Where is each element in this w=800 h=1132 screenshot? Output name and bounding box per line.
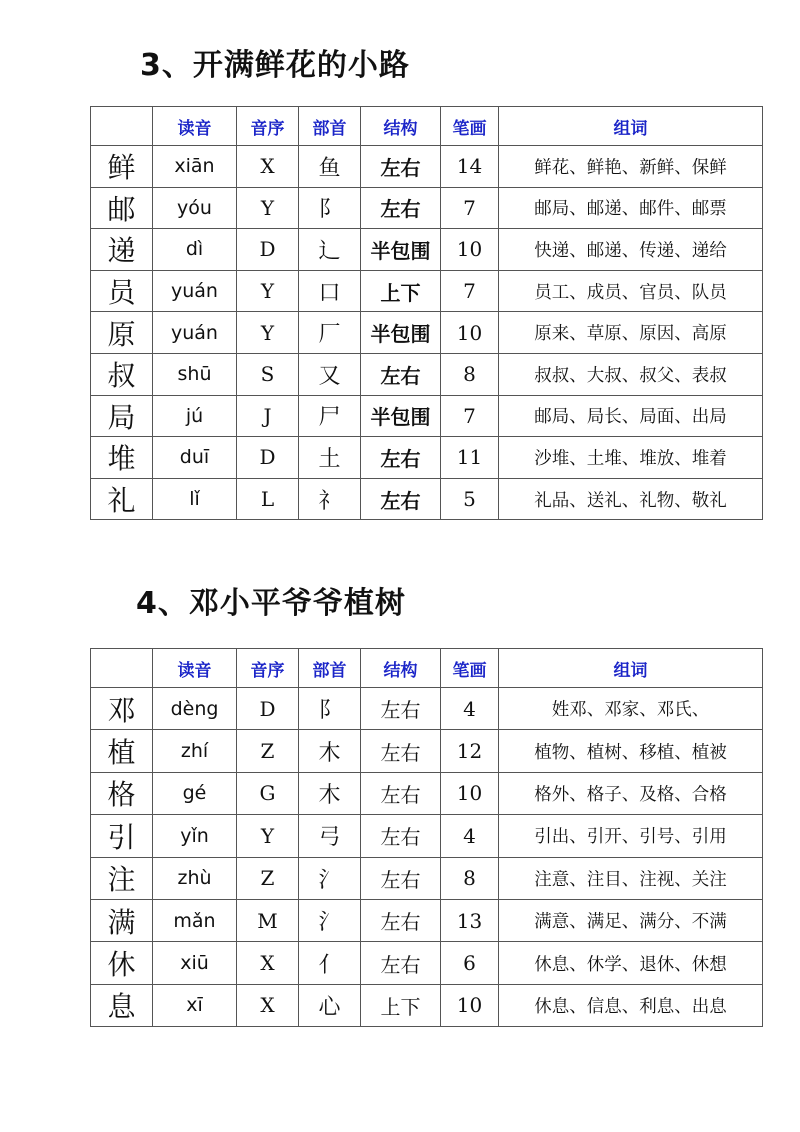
cell-radical: 弓 <box>299 815 361 857</box>
cell-pinyin: xī <box>153 984 237 1026</box>
cell-strokes: 7 <box>441 187 499 229</box>
cell-pinyin: lǐ <box>153 478 237 520</box>
cell-radical: 土 <box>299 437 361 479</box>
table-header-row <box>91 107 763 146</box>
cell-char: 引 <box>91 815 153 857</box>
header-char <box>91 107 153 146</box>
cell-char: 满 <box>91 899 153 941</box>
cell-strokes: 13 <box>441 899 499 941</box>
table-row <box>91 942 763 984</box>
cell-words: 叔叔、大叔、叔父、表叔 <box>499 353 763 395</box>
cell-order: X <box>237 146 299 188</box>
cell-radical: 阝 <box>299 688 361 730</box>
cell-pinyin: zhí <box>153 730 237 772</box>
header-order: 音序 <box>237 649 299 688</box>
cell-radical: 心 <box>299 984 361 1026</box>
header-pinyin: 读音 <box>153 649 237 688</box>
table-row <box>91 857 763 899</box>
cell-words: 植物、植树、移植、植被 <box>499 730 763 772</box>
cell-strokes: 11 <box>441 437 499 479</box>
cell-structure: 左右 <box>361 187 441 229</box>
cell-strokes: 10 <box>441 229 499 271</box>
lesson-4-title: 4、邓小平爷爷植树 <box>136 586 406 621</box>
table-row <box>91 353 763 395</box>
cell-radical: 氵 <box>299 857 361 899</box>
cell-strokes: 8 <box>441 353 499 395</box>
cell-strokes: 4 <box>441 688 499 730</box>
cell-strokes: 12 <box>441 730 499 772</box>
cell-structure: 左右 <box>361 815 441 857</box>
cell-order: J <box>237 395 299 437</box>
cell-pinyin: yóu <box>153 187 237 229</box>
cell-radical: 木 <box>299 730 361 772</box>
cell-order: S <box>237 353 299 395</box>
cell-radical: 口 <box>299 270 361 312</box>
header-strokes: 笔画 <box>441 107 499 146</box>
cell-strokes: 5 <box>441 478 499 520</box>
header-words: 组词 <box>499 649 763 688</box>
cell-order: D <box>237 688 299 730</box>
header-structure: 结构 <box>361 649 441 688</box>
cell-char: 局 <box>91 395 153 437</box>
cell-pinyin: mǎn <box>153 899 237 941</box>
cell-order: L <box>237 478 299 520</box>
cell-words: 员工、成员、官员、队员 <box>499 270 763 312</box>
cell-radical: 鱼 <box>299 146 361 188</box>
cell-pinyin: duī <box>153 437 237 479</box>
cell-pinyin: jú <box>153 395 237 437</box>
cell-char: 邮 <box>91 187 153 229</box>
cell-char: 堆 <box>91 437 153 479</box>
table-row <box>91 229 763 271</box>
cell-radical: 氵 <box>299 899 361 941</box>
cell-structure: 上下 <box>361 270 441 312</box>
cell-structure: 左右 <box>361 437 441 479</box>
cell-radical: 厂 <box>299 312 361 354</box>
cell-char: 递 <box>91 229 153 271</box>
cell-char: 格 <box>91 772 153 814</box>
cell-strokes: 4 <box>441 815 499 857</box>
cell-radical: 木 <box>299 772 361 814</box>
cell-radical: 阝 <box>299 187 361 229</box>
cell-strokes: 10 <box>441 772 499 814</box>
cell-words: 邮局、邮递、邮件、邮票 <box>499 187 763 229</box>
cell-pinyin: shū <box>153 353 237 395</box>
cell-order: Y <box>237 815 299 857</box>
table-header-row <box>91 649 763 688</box>
table-row <box>91 815 763 857</box>
cell-structure: 左右 <box>361 146 441 188</box>
cell-char: 邓 <box>91 688 153 730</box>
cell-words: 引出、引开、引号、引用 <box>499 815 763 857</box>
cell-order: Z <box>237 857 299 899</box>
cell-structure: 左右 <box>361 478 441 520</box>
cell-strokes: 8 <box>441 857 499 899</box>
cell-structure: 半包围 <box>361 312 441 354</box>
cell-structure: 左右 <box>361 899 441 941</box>
cell-words: 鲜花、鲜艳、新鲜、保鲜 <box>499 146 763 188</box>
cell-strokes: 6 <box>441 942 499 984</box>
table-row <box>91 312 763 354</box>
cell-order: M <box>237 899 299 941</box>
table-row <box>91 395 763 437</box>
cell-pinyin: gé <box>153 772 237 814</box>
cell-order: D <box>237 437 299 479</box>
table-row <box>91 146 763 188</box>
cell-words: 快递、邮递、传递、递给 <box>499 229 763 271</box>
cell-char: 休 <box>91 942 153 984</box>
cell-char: 原 <box>91 312 153 354</box>
table-row <box>91 187 763 229</box>
header-structure: 结构 <box>361 107 441 146</box>
table-row <box>91 270 763 312</box>
header-radical: 部首 <box>299 107 361 146</box>
cell-pinyin: xiān <box>153 146 237 188</box>
cell-pinyin: dì <box>153 229 237 271</box>
cell-order: Y <box>237 270 299 312</box>
cell-radical: 尸 <box>299 395 361 437</box>
cell-words: 满意、满足、满分、不满 <box>499 899 763 941</box>
lesson-4-vocab-table <box>90 648 763 1027</box>
lesson-3-vocab-table <box>90 106 763 520</box>
table-row <box>91 437 763 479</box>
table-row <box>91 899 763 941</box>
cell-structure: 左右 <box>361 730 441 772</box>
cell-words: 礼品、送礼、礼物、敬礼 <box>499 478 763 520</box>
cell-structure: 半包围 <box>361 395 441 437</box>
header-pinyin: 读音 <box>153 107 237 146</box>
table-row <box>91 772 763 814</box>
table-row <box>91 478 763 520</box>
cell-strokes: 14 <box>441 146 499 188</box>
header-order: 音序 <box>237 107 299 146</box>
cell-char: 叔 <box>91 353 153 395</box>
table-row <box>91 730 763 772</box>
cell-structure: 左右 <box>361 353 441 395</box>
cell-order: D <box>237 229 299 271</box>
cell-strokes: 7 <box>441 270 499 312</box>
header-strokes: 笔画 <box>441 649 499 688</box>
cell-strokes: 10 <box>441 984 499 1026</box>
cell-words: 休息、信息、利息、出息 <box>499 984 763 1026</box>
header-words: 组词 <box>499 107 763 146</box>
cell-words: 邮局、局长、局面、出局 <box>499 395 763 437</box>
cell-radical: 又 <box>299 353 361 395</box>
cell-radical: 辶 <box>299 229 361 271</box>
cell-structure: 上下 <box>361 984 441 1026</box>
cell-radical: 亻 <box>299 942 361 984</box>
cell-radical: 礻 <box>299 478 361 520</box>
cell-words: 休息、休学、退休、休想 <box>499 942 763 984</box>
cell-structure: 左右 <box>361 857 441 899</box>
cell-order: Y <box>237 187 299 229</box>
cell-order: Y <box>237 312 299 354</box>
cell-char: 植 <box>91 730 153 772</box>
lesson-3-title: 3、开满鲜花的小路 <box>140 48 410 83</box>
cell-order: G <box>237 772 299 814</box>
header-char <box>91 649 153 688</box>
cell-pinyin: xiū <box>153 942 237 984</box>
cell-char: 礼 <box>91 478 153 520</box>
cell-char: 鲜 <box>91 146 153 188</box>
header-radical: 部首 <box>299 649 361 688</box>
cell-structure: 左右 <box>361 772 441 814</box>
cell-pinyin: yuán <box>153 270 237 312</box>
cell-words: 沙堆、土堆、堆放、堆着 <box>499 437 763 479</box>
cell-structure: 左右 <box>361 688 441 730</box>
cell-strokes: 7 <box>441 395 499 437</box>
cell-pinyin: zhù <box>153 857 237 899</box>
cell-structure: 半包围 <box>361 229 441 271</box>
table-row <box>91 688 763 730</box>
cell-words: 格外、格子、及格、合格 <box>499 772 763 814</box>
cell-words: 注意、注目、注视、关注 <box>499 857 763 899</box>
table-row <box>91 984 763 1026</box>
cell-structure: 左右 <box>361 942 441 984</box>
cell-order: X <box>237 984 299 1026</box>
cell-char: 注 <box>91 857 153 899</box>
cell-words: 姓邓、邓家、邓氏、 <box>499 688 763 730</box>
cell-char: 息 <box>91 984 153 1026</box>
cell-char: 员 <box>91 270 153 312</box>
cell-pinyin: yuán <box>153 312 237 354</box>
cell-strokes: 10 <box>441 312 499 354</box>
cell-pinyin: yǐn <box>153 815 237 857</box>
cell-words: 原来、草原、原因、高原 <box>499 312 763 354</box>
cell-order: X <box>237 942 299 984</box>
cell-pinyin: dèng <box>153 688 237 730</box>
cell-order: Z <box>237 730 299 772</box>
